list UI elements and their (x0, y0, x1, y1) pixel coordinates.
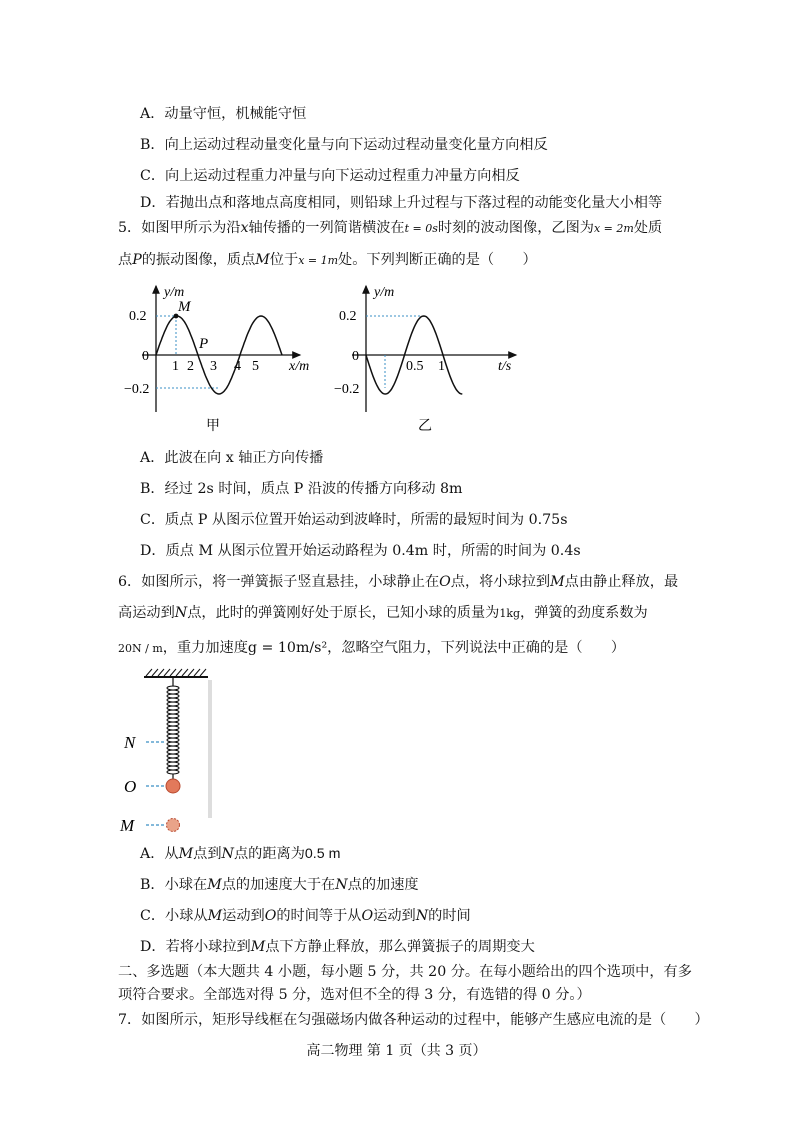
q4-option-d: D．若抛出点和落地点高度相同，则铅球上升过程与下落过程的动能变化量大小相等 (140, 195, 663, 211)
jia-x-label: x/m (289, 359, 310, 374)
jia-label-m: M (178, 299, 191, 315)
jia-caption: 甲 (206, 419, 220, 434)
yi-ytick-bottom: −0.2 (334, 382, 360, 397)
label-m: M (120, 816, 135, 835)
wave-graph-jia (124, 282, 328, 442)
jia-xtick-1: 1 (172, 359, 179, 374)
label-o: O (124, 777, 137, 796)
section2-heading-line2: 项符合要求。全部选对得 5 分，选对但不全的得 3 分，有选错的得 0 分。） (118, 987, 591, 1003)
spring-oscillator-figure (118, 668, 218, 838)
page-footer: 高二物理 第 1 页（共 3 页） (306, 1043, 487, 1059)
q5-option-c: C．质点 P 从图示位置开始运动到波峰时，所需的最短时间为 0.75s (140, 512, 568, 528)
vibration-graph-yi (334, 282, 528, 442)
q4-option-a: A．动量守恒，机械能守恒 (140, 106, 307, 122)
jia-y-label: y/m (164, 285, 185, 300)
jia-ytick-bottom: −0.2 (124, 382, 150, 397)
ceiling-bar (144, 676, 208, 678)
jia-xtick-5: 5 (252, 359, 259, 374)
q4-option-c: C．向上运动过程重力冲量与向下运动过程重力冲量方向相反 (140, 168, 520, 184)
q5-stem-line2: 点P的振动图像，质点M位于x = 1m处。下列判断正确的是（ ） (118, 252, 537, 268)
jia-label-p: P (199, 336, 209, 352)
q6-option-a: A．从M点到N点的距离为0.5 m (140, 846, 341, 862)
yi-xtick-0-5: 0.5 (406, 359, 424, 374)
q4-option-b: B．向上运动过程动量变化量与向下运动过程动量变化量方向相反 (140, 137, 548, 153)
q6-option-b: B．小球在M点的加速度大于在N点的加速度 (140, 877, 419, 893)
q5-option-a: A．此波在向 x 轴正方向传播 (140, 450, 324, 466)
q6-option-d: D．若将小球拉到M点下方静止释放，那么弹簧振子的周期变大 (140, 939, 535, 955)
yi-caption: 乙 (418, 419, 432, 434)
label-n: N (124, 733, 136, 752)
q5-option-d: D．质点 M 从图示位置开始运动路程为 0.4m 时，所需的时间为 0.4s (140, 543, 581, 559)
yi-ytick-zero: 0 (352, 349, 359, 364)
jia-xtick-4: 4 (234, 359, 241, 374)
ball-at-o (166, 779, 180, 793)
ceiling-hatch (146, 669, 206, 676)
jia-ytick-zero: 0 (142, 349, 149, 364)
ball-at-m (167, 819, 180, 832)
jia-ytick-top: 0.2 (129, 309, 147, 324)
q7-stem: 7．如图所示，矩形导线框在匀强磁场内做各种运动的过程中，能够产生感应电流的是（ ） (118, 1012, 709, 1028)
q6-stem-line3: 20N / m，重力加速度g = 10m/s²，忽略空气阻力，下列说法中正确的是（ ） (118, 640, 626, 656)
section2-heading-line1: 二、多选题（本大题共 4 小题，每小题 5 分，共 20 分。在每小题给出的四个选项中，有多 (118, 964, 692, 980)
jia-xtick-2: 2 (187, 359, 194, 374)
yi-x-label: t/s (498, 359, 512, 374)
q5-option-b: B．经过 2s 时间，质点 P 沿波的传播方向移动 8m (140, 481, 463, 497)
q6-stem-line1: 6．如图所示，将一弹簧振子竖直悬挂，小球静止在O点，将小球拉到M点由静止释放，最 (118, 574, 679, 590)
yi-ytick-top: 0.2 (339, 309, 357, 324)
q5-stem-line1: 5．如图甲所示为沿x轴传播的一列简谐横波在t = 0s时刻的波动图像，乙图为x = 2m处质 (118, 220, 663, 236)
yi-xtick-1: 1 (438, 359, 445, 374)
q6-stem-line2: 高运动到N点，此时的弹簧刚好处于原长，已知小球的质量为1kg，弹簧的劲度系数为 (118, 605, 648, 621)
jia-xtick-3: 3 (210, 359, 217, 374)
yi-y-label: y/m (374, 285, 395, 300)
spring-coil (167, 686, 179, 774)
q6-option-c: C．小球从M运动到O的时间等于从O运动到N的时间 (140, 908, 471, 924)
